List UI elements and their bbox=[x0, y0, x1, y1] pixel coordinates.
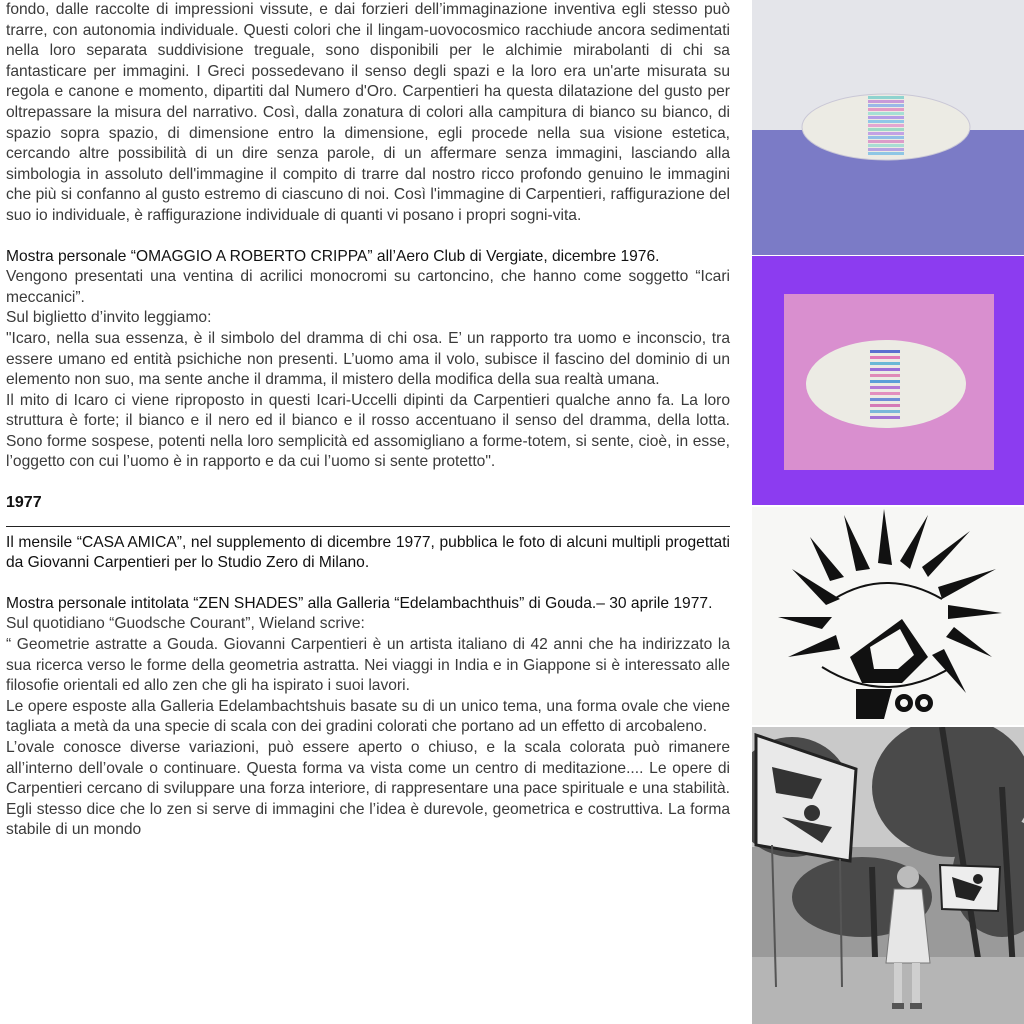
exhibition-1976-heading: Mostra personale “OMAGGIO A ROBERTO CRIPPA” all’Aero Club di Vergiate, dicembre 1976. bbox=[6, 247, 660, 265]
newspaper-quote-paragraph: Sul quotidiano “Guodsche Courant”, Wieland scrive: “ Geometrie astratte a Gouda. Giovanni Carpentieri è un artista italiano di 42 anni che ha indirizzato la sua ricerca verso le forme della geometria astratta. Nei viaggi in India e in Giappone si è interessato alle filosofie orientali ed allo zen che gli ha ispirato i suoi lavori. Le opere esposte alla Galleria Edelambachtshuis basate su di un unico tema, una forma ovale che viene tagliata a metà da una specie di scala con dei gradini colorati che portano ad un effetto di arcobaleno. L’ovale conosce diverse variazioni, può essere aperto o chiuso, e la scala colorata può rimanere all’interno dell’ovale o continuare. Questa forma va vista come un centro di meditazione.... Le opere di Carpentieri cercano di sviluppare una forza interiore, di rappresentare una pace spirituale e una stabilità. Egli stesso dice che lo zen si serve di immagini che l’idea è durevole, geometrica e costruttiva. La forma stabile di un mondo bbox=[6, 615, 730, 839]
article-text-column bbox=[6, 0, 730, 841]
year-heading: 1977 bbox=[6, 494, 42, 512]
park-exhibition-photo bbox=[752, 727, 1024, 1024]
exhibition-1976-paragraph: Vengono presentati una ventina di acrilici monocromi su cartoncino, che hanno come soggetto “Icari meccanici”. Sul biglietto d’invito leggiamo: "Icaro, nella sua essenza, è il simbolo del dramma di chi osa. E’ un rapporto tra uomo e inconscio, tra essere umano ed entità psichiche non presenti. L’uomo ama il volo, subisce il fascino del dominio di un elemento non suo, ma sente anche il dramma, il mistero della modifica della sua realtà umana. Il mito di Icaro ci viene riproposto in questi Icari-Uccelli dipinti da Carpentieri qualche anno fa. La loro struttura è forte; il bianco e il nero ed il bianco e il rosso accentuano il senso del dramma, della lotta. Sono forme sospese, potenti nella loro semplicità ed assomigliano a forme-totem, si sente, cioè, in esse, l’oggetto con cui l’uomo è in rapporto e da cui l’uomo si sente protetto". bbox=[6, 268, 730, 471]
exhibition-1977-heading: Mostra personale intitolata “ZEN SHADES” alla Galleria “Edelambachthuis” di Gouda.– 30 aprile 1977. bbox=[6, 594, 713, 612]
section-divider bbox=[6, 526, 730, 527]
image-column bbox=[752, 0, 1024, 1024]
icaro-black-white-artwork bbox=[752, 507, 1024, 725]
casa-amica-paragraph: Il mensile “CASA AMICA”, nel supplemento di dicembre 1977, pubblica le foto di alcuni multipli progettati da Giovanni Carpentieri per lo Studio Zero di Milano. bbox=[6, 533, 730, 572]
painting-oval-pink bbox=[752, 256, 1024, 505]
painting-oval-blue bbox=[752, 0, 1024, 255]
intro-paragraph: fondo, dalle raccolte di impressioni vissute, e dai forzieri dell’immaginazione inventiva egli stesso può trarre, con autonomia individuale. Questi colori che il lingam-uovocosmico racchiude ancora sedimentati nella loro separata suddivisione treguale, sono disponibili per le alchimie mirabolanti di chi sa fantasticare per immagini. I Greci possedevano il senso degli spazi e la loro era un'arte misurata su regola e canone e momento, dipartiti dal Numero d'Oro. Carpentieri ha questa dilatazione del gusto per oltrepassare la misura del narrativo. Così, dalla zonatura di colori alla campitura di bianco su bianco, di spazio sopra spazio, di dimensione entro la dimensione, egli procede nella sua visione estetica, cercando altre possibilità di un dire senza parole, di un affermare senza immagini, lasciando alla simbologia in assoluto dell'immagine il compito di trarre dal nostro ricco profondo genuino le immagini che più si confanno al gusto estremo di ciascuno di noi. Così l'immagine di Carpentieri, raffigurazione del suo io individuale, è raffigurazione individuale di quanti vi posano i propri sogni-vita. bbox=[6, 1, 730, 224]
